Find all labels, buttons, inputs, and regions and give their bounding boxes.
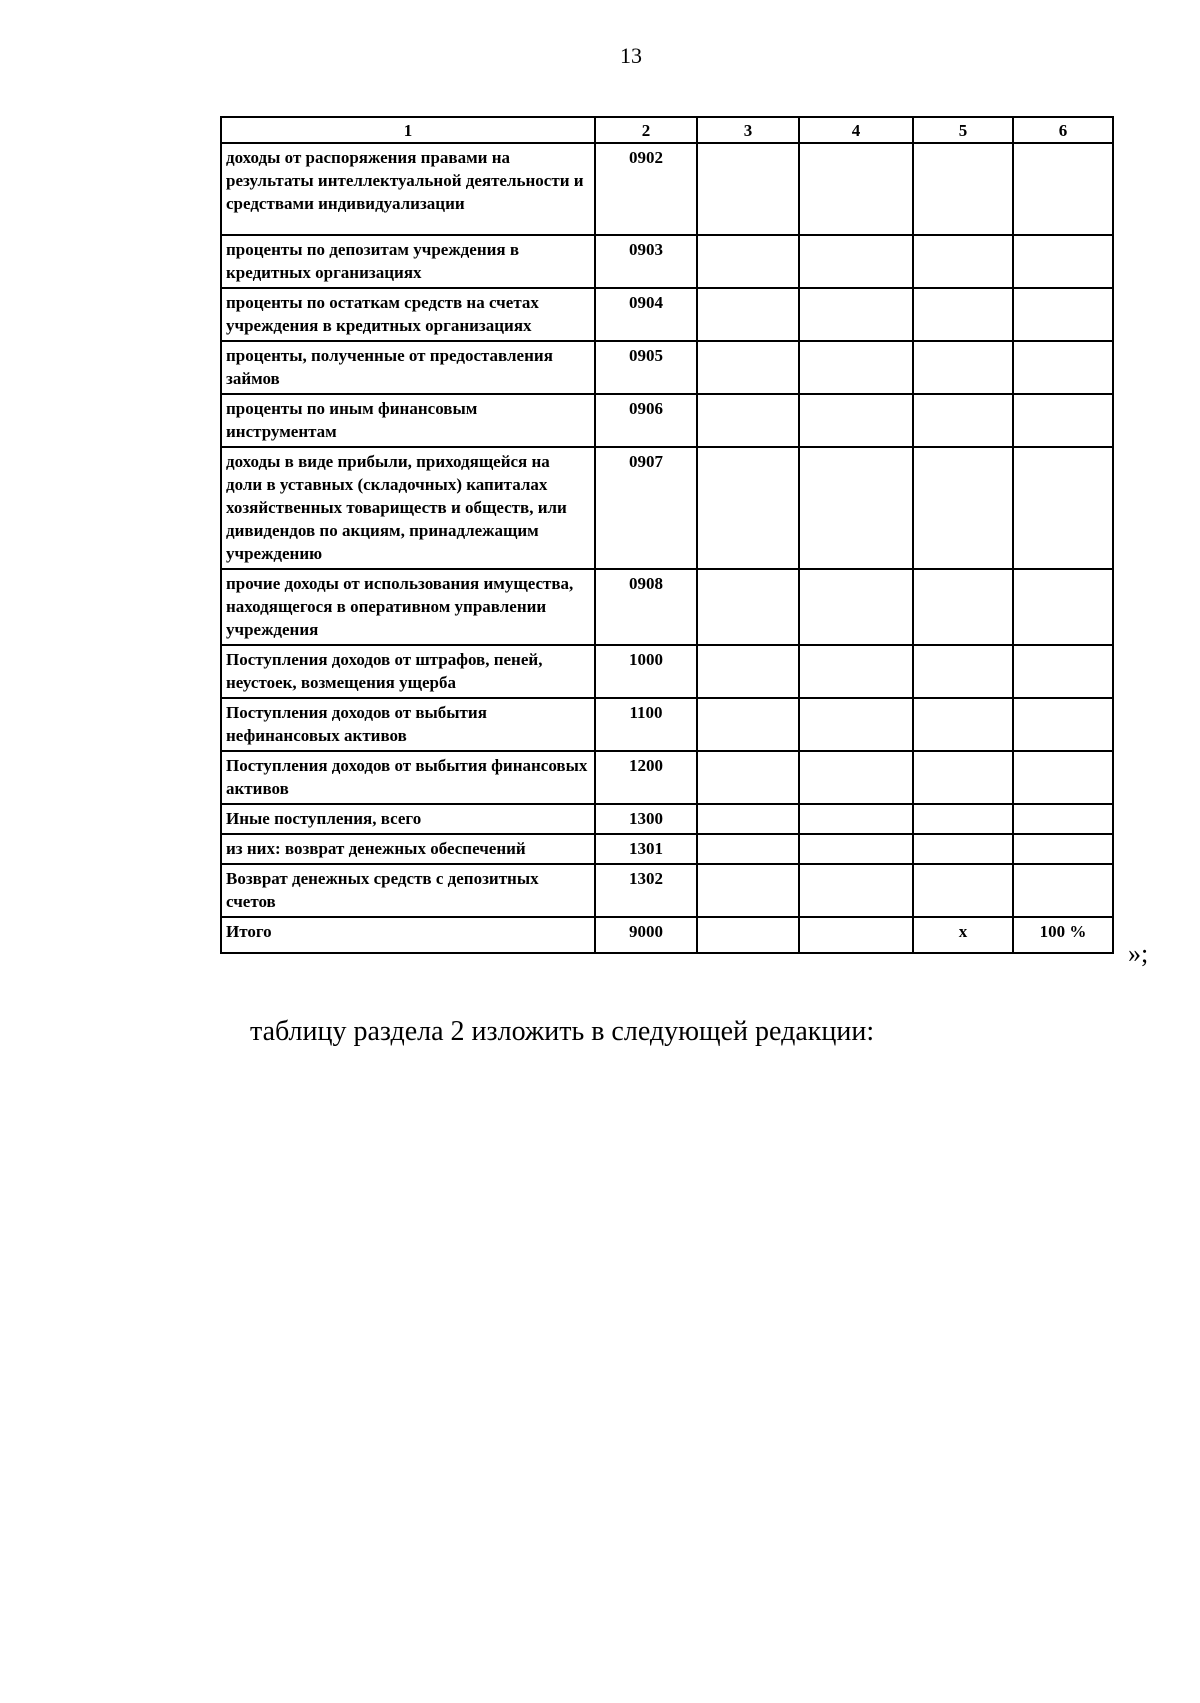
column-header: 6: [1013, 117, 1113, 143]
cell-col-6: [1013, 804, 1113, 834]
row-label: Итого: [221, 917, 595, 953]
row-code: 1301: [595, 834, 697, 864]
cell-col-4: [799, 917, 913, 953]
table-row: [221, 341, 1113, 394]
table-row: [221, 698, 1113, 751]
table-row: [221, 804, 1113, 834]
cell-col-3: [697, 235, 799, 288]
cell-col-4: [799, 751, 913, 804]
table-header-row: [221, 117, 1113, 143]
row-label: проценты по депозитам учреждения в кредитных организациях: [221, 235, 595, 288]
cell-col-3: [697, 917, 799, 953]
row-code: 1302: [595, 864, 697, 917]
cell-col-4: [799, 447, 913, 569]
row-code: 1300: [595, 804, 697, 834]
cell-col-5: [913, 235, 1013, 288]
instruction-text: таблицу раздела 2 изложить в следующей редакции:: [250, 1016, 875, 1047]
cell-col-4: [799, 864, 913, 917]
cell-col-5: [913, 698, 1013, 751]
cell-col-6: [1013, 569, 1113, 645]
row-label: Иные поступления, всего: [221, 804, 595, 834]
cell-col-4: [799, 698, 913, 751]
cell-col-4: [799, 288, 913, 341]
cell-col-3: [697, 751, 799, 804]
cell-col-6: [1013, 394, 1113, 447]
row-code: 1100: [595, 698, 697, 751]
cell-col-5: [913, 447, 1013, 569]
cell-col-6: [1013, 288, 1113, 341]
cell-col-5: [913, 341, 1013, 394]
row-label: проценты, полученные от предоставления займов: [221, 341, 595, 394]
row-code: 0903: [595, 235, 697, 288]
table-row: [221, 751, 1113, 804]
cell-col-6: [1013, 864, 1113, 917]
row-label: Поступления доходов от штрафов, пеней, неустоек, возмещения ущерба: [221, 645, 595, 698]
closing-quote: »;: [1128, 939, 1149, 968]
table-row: [221, 447, 1113, 569]
row-label: из них: возврат денежных обеспечений: [221, 834, 595, 864]
cell-col-6: [1013, 235, 1113, 288]
cell-col-4: [799, 834, 913, 864]
row-label: доходы в виде прибыли, приходящейся на доли в уставных (складочных) капиталах хозяйственных товариществ и обществ, или дивидендов по акциям, принадлежащим учреждению: [221, 447, 595, 569]
table-row: [221, 917, 1113, 953]
table-row: [221, 569, 1113, 645]
cell-col-5: [913, 804, 1013, 834]
row-code: 0902: [595, 143, 697, 235]
cell-col-4: [799, 394, 913, 447]
row-label: доходы от распоряжения правами на результаты интеллектуальной деятельности и средствами индивидуализации: [221, 143, 595, 235]
row-label: проценты по иным финансовым инструментам: [221, 394, 595, 447]
row-code: 0907: [595, 447, 697, 569]
cell-col-6: [1013, 645, 1113, 698]
cell-col-4: [799, 143, 913, 235]
cell-col-5: [913, 569, 1013, 645]
row-code: 1200: [595, 751, 697, 804]
row-code: 0908: [595, 569, 697, 645]
cell-col-3: [697, 341, 799, 394]
cell-col-5: [913, 834, 1013, 864]
row-label: Возврат денежных средств с депозитных счетов: [221, 864, 595, 917]
row-label: проценты по остаткам средств на счетах учреждения в кредитных организациях: [221, 288, 595, 341]
row-code: 0905: [595, 341, 697, 394]
cell-col-3: [697, 394, 799, 447]
cell-col-3: [697, 804, 799, 834]
row-label: Поступления доходов от выбытия нефинансовых активов: [221, 698, 595, 751]
cell-col-6: 100 %: [1013, 917, 1113, 953]
column-header: 4: [799, 117, 913, 143]
cell-col-6: [1013, 698, 1113, 751]
cell-col-3: [697, 698, 799, 751]
cell-col-5: [913, 288, 1013, 341]
cell-col-5: [913, 645, 1013, 698]
table-row: [221, 645, 1113, 698]
row-code: 9000: [595, 917, 697, 953]
table-row: [221, 864, 1113, 917]
column-header: 3: [697, 117, 799, 143]
cell-col-5: [913, 864, 1013, 917]
page-number: 13: [620, 43, 642, 68]
table-row: [221, 834, 1113, 864]
row-label: Поступления доходов от выбытия финансовых активов: [221, 751, 595, 804]
column-header: 1: [221, 117, 595, 143]
cell-col-4: [799, 569, 913, 645]
report-table: [220, 116, 1114, 954]
cell-col-3: [697, 569, 799, 645]
row-code: 0906: [595, 394, 697, 447]
table-row: [221, 288, 1113, 341]
cell-col-6: [1013, 447, 1113, 569]
column-header: 5: [913, 117, 1013, 143]
cell-col-5: х: [913, 917, 1013, 953]
cell-col-6: [1013, 751, 1113, 804]
cell-col-3: [697, 834, 799, 864]
cell-col-5: [913, 394, 1013, 447]
table-row: [221, 394, 1113, 447]
cell-col-3: [697, 645, 799, 698]
cell-col-3: [697, 143, 799, 235]
cell-col-6: [1013, 834, 1113, 864]
cell-col-4: [799, 341, 913, 394]
column-header: 2: [595, 117, 697, 143]
row-label: прочие доходы от использования имущества, находящегося в оперативном управлении учреждения: [221, 569, 595, 645]
table-row: [221, 143, 1113, 235]
cell-col-5: [913, 751, 1013, 804]
row-code: 1000: [595, 645, 697, 698]
cell-col-3: [697, 864, 799, 917]
cell-col-5: [913, 143, 1013, 235]
cell-col-3: [697, 447, 799, 569]
cell-col-6: [1013, 341, 1113, 394]
table-row: [221, 235, 1113, 288]
cell-col-4: [799, 804, 913, 834]
row-code: 0904: [595, 288, 697, 341]
cell-col-4: [799, 235, 913, 288]
cell-col-6: [1013, 143, 1113, 235]
cell-col-4: [799, 645, 913, 698]
cell-col-3: [697, 288, 799, 341]
